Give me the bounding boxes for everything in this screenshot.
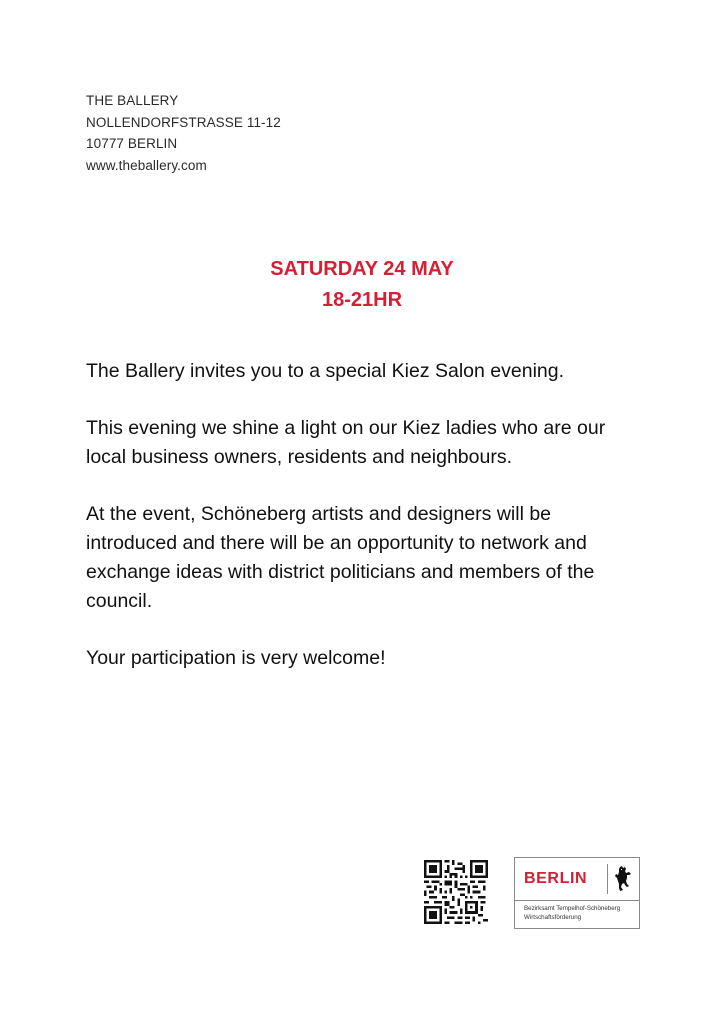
- paragraph-closing: Your participation is very welcome!: [86, 647, 386, 669]
- venue-address: [86, 90, 281, 176]
- venue-street: NOLLENDORFSTRASSE 11-12: [86, 114, 281, 130]
- berlin-district-logo: [514, 857, 640, 929]
- event-date: SATURDAY 24 MAY: [270, 258, 454, 280]
- venue-city: 10777 BERLIN: [86, 136, 178, 151]
- paragraph-details: At the event, Schöneberg artists and designers will be introduced and there will be an opportunity to network and exchange ideas with district politicians and members of the council.: [86, 503, 595, 612]
- event-time: 18-21HR: [321, 289, 403, 311]
- qr-code-icon[interactable]: [424, 860, 488, 924]
- logo-subtitle-line1: Bezirksamt Tempelhof-Schöneberg: [524, 905, 621, 912]
- logo-divider: [607, 864, 608, 894]
- logo-wordmark: BERLIN: [524, 870, 588, 887]
- venue-name: THE BALLERY: [86, 93, 179, 108]
- invitation-body: [86, 357, 646, 701]
- logo-subtitle-line2: Wirtschaftsförderung: [524, 913, 582, 921]
- berlin-bear-icon: [614, 866, 632, 892]
- logo-header: [515, 858, 639, 901]
- logo-subtitle: [524, 905, 620, 922]
- paragraph-focus: This evening we shine a light on our Kiez ladies who are our local business owners, residents and neighbours.: [86, 417, 606, 468]
- venue-website-link[interactable]: www.theballery.com: [86, 157, 207, 173]
- event-datetime: [0, 254, 724, 316]
- paragraph-intro: The Ballery invites you to a special Kiez Salon evening.: [86, 360, 565, 382]
